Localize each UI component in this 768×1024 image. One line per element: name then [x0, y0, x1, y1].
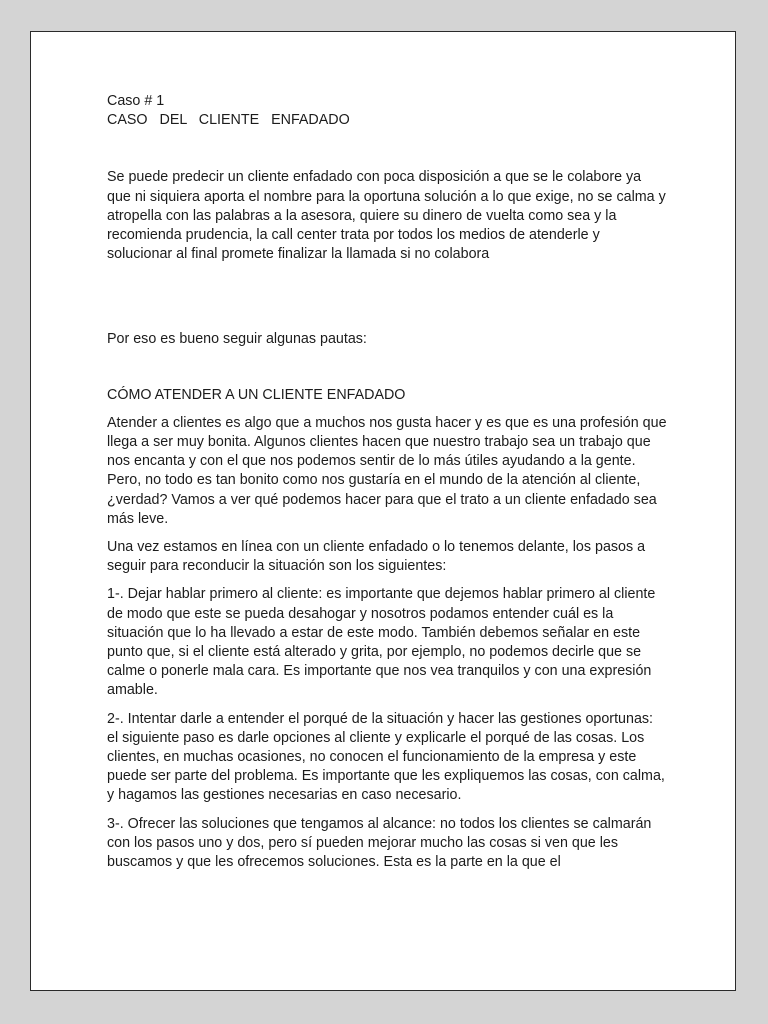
- page-content: [107, 92, 667, 872]
- case-number: Caso # 1: [107, 93, 165, 109]
- section-heading: CÓMO ATENDER A UN CLIENTE ENFADADO: [107, 386, 406, 403]
- body-paragraph-2: Una vez estamos en línea con un cliente enfadado o lo tenemos delante, los pasos a seguir para reconducir la situación son los siguientes:: [107, 539, 646, 575]
- document-page: [30, 31, 736, 991]
- intro-paragraph: Se puede predecir un cliente enfadado con poca disposición a que se le colabore ya que ni siquiera aporta el nombre para la oportuna solución a lo que exige, no se calma y atropella con las palabras a la asesora, quiere su dinero de vuelta como sea y la recomienda prudencia, la call center trata por todos los medios de atenderle y solucionar al final promete finalizar la llamada si no colabora: [107, 169, 666, 263]
- pautas-line: Por eso es bueno seguir algunas pautas:: [107, 331, 367, 348]
- body-paragraph-3: 1-. Dejar hablar primero al cliente: es importante que dejemos hablar primero al cliente de modo que este se pueda desahogar y nosotros podamos entender cuál es la situación que lo ha llevado a estar de este modo. También debemos señalar en este punto que, si el cliente está alterado y grita, por ejemplo, no podemos decirle que se calme o ponerle mala cara. Es importante que nos vea tranquilos y con una expresión amable.: [107, 586, 656, 699]
- body-paragraph-5: 3-. Ofrecer las soluciones que tengamos al alcance: no todos los clientes se calmarán con los pasos uno y dos, pero sí pueden mejorar mucho las cosas si ven que les buscamos y que les ofrecemos soluciones. Esta es la parte en la que el: [107, 815, 652, 871]
- case-title: CASO DEL CLIENTE ENFADADO: [107, 112, 350, 129]
- body-paragraph-4: 2-. Intentar darle a entender el porqué de la situación y hacer las gestiones oportunas: el siguiente paso es darle opciones al cliente y explicarle el porqué de las cosas. Los clientes, en muchas ocasiones, no conocen el funcionamiento de la empresa y este puede ser parte del problema. Es importante que les expliquemos las cosas, con calma, y hagamos las gestiones necesarias en caso necesario.: [107, 710, 665, 804]
- body-paragraph-1: Atender a clientes es algo que a muchos nos gusta hacer y es que es una profesión que llega a ser muy bonita. Algunos clientes hacen que nuestro trabajo sea un trabajo que nos encanta y con el que nos podemos sentir de lo más útiles ayudando a la gente. Pero, no todo es tan bonito como nos gustaría en el mundo de la atención al cliente, ¿verdad? Vamos a ver qué podemos hacer para que el trato a un cliente enfadado sea más leve.: [107, 414, 667, 527]
